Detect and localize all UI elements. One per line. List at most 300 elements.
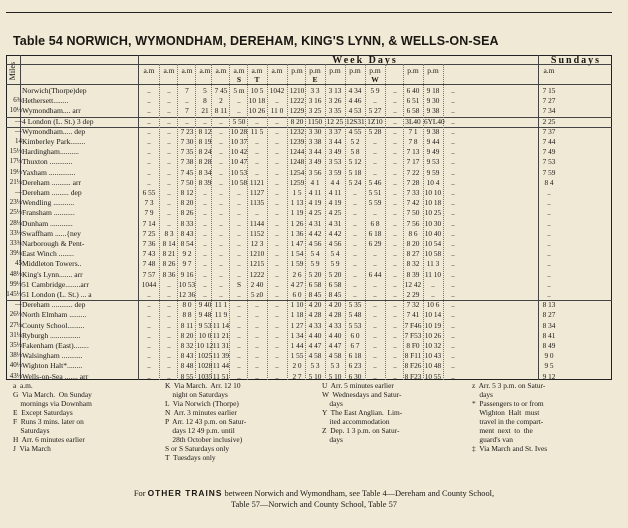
mileage: 21¼ <box>9 177 22 186</box>
time-cell: 1210 <box>249 249 265 259</box>
time-cell: .. <box>451 341 455 350</box>
col-header: p.m <box>369 66 381 75</box>
time-cell: 10 28 <box>230 126 248 136</box>
footer-lead: For <box>133 489 146 498</box>
time-cell: .. <box>275 249 279 259</box>
mileage: 145½ <box>6 290 22 298</box>
col-header: a.m <box>181 66 193 75</box>
time-cell: 10 19 <box>424 320 442 330</box>
time-cell: .. <box>373 147 377 157</box>
time-cell: .. <box>547 290 551 299</box>
time-cell: .. <box>353 249 357 259</box>
time-cell: .. <box>451 147 455 157</box>
time-cell: 10 58 <box>230 177 248 187</box>
time-cell: .. <box>393 361 397 371</box>
service-code: S <box>236 75 242 84</box>
time-cell: 8 26 <box>162 259 176 269</box>
time-cell: .. <box>219 290 223 299</box>
time-cell: 12S31 <box>346 116 365 126</box>
time-cell: 10 10 <box>424 188 442 197</box>
col-header: p.m <box>329 66 341 75</box>
time-cell: 4 33 <box>308 320 322 330</box>
time-cell: .. <box>393 126 397 136</box>
time-cell: 3 38 <box>308 137 322 146</box>
time-cell: .. <box>373 96 377 106</box>
time-cell: .. <box>167 126 171 136</box>
time-cell: .. <box>237 320 241 330</box>
mileage: 27¼ <box>9 320 22 329</box>
time-cell: 8 <box>203 96 207 106</box>
time-cell: 10 30 <box>424 218 442 228</box>
time-cell: 5 10 <box>328 371 342 381</box>
time-cell: .. <box>255 310 259 320</box>
time-cell: .. <box>147 147 151 157</box>
time-cell: .. <box>373 330 377 340</box>
time-cell: .. <box>237 259 241 269</box>
time-cell: .. <box>255 361 259 371</box>
time-cell: .. <box>353 218 357 228</box>
time-cell: .. <box>219 208 223 218</box>
time-cell: .. <box>547 249 551 259</box>
mileage: 17¼ <box>9 157 22 166</box>
week-days-header: Week Days <box>332 55 398 66</box>
time-cell: .. <box>147 310 151 320</box>
note-line: P Arr. 12 43 p.m. on Satur- <box>165 417 247 426</box>
time-cell: 8 20 <box>180 330 194 340</box>
time-cell: .. <box>167 137 171 146</box>
time-cell: 4 31 <box>328 218 342 228</box>
time-cell: 10 40 <box>424 228 442 238</box>
footer-line1: between Norwich and Wymondham, see Table 4—Dereham and County School, <box>224 489 495 498</box>
time-cell: .. <box>547 239 551 248</box>
station-name: Narborough & Pent- <box>22 239 85 248</box>
time-cell: .. <box>219 147 223 157</box>
time-cell: .. <box>147 351 151 361</box>
time-cell: 3L40 <box>405 116 421 126</box>
time-cell: 5 z0 <box>250 290 264 299</box>
time-cell: 6 55 <box>142 188 156 197</box>
time-cell: 8 20 <box>290 116 304 126</box>
time-cell: 5 9 <box>310 259 320 269</box>
time-cell: .. <box>393 218 397 228</box>
time-cell: 9 5 <box>544 361 554 371</box>
time-cell: 7 45 <box>214 86 228 95</box>
sundays-header: Sundays <box>550 55 602 66</box>
time-cell: 8 45 <box>328 290 342 299</box>
time-cell: 8 13 <box>542 300 556 310</box>
time-cell: .. <box>255 116 259 126</box>
time-cell: 1215 <box>249 259 265 269</box>
time-cell: .. <box>147 96 151 106</box>
time-cell: .. <box>275 310 279 320</box>
time-cell: 11 3 <box>426 259 440 269</box>
time-cell: .. <box>393 228 397 238</box>
time-cell: 9 48 <box>198 310 212 320</box>
time-cell: 5 51 <box>368 188 382 197</box>
time-cell: .. <box>219 198 223 208</box>
time-cell: 10 37 <box>230 137 248 146</box>
note-line: night on Saturdays <box>165 390 228 399</box>
time-cell: 3 13 <box>328 86 342 95</box>
time-cell: 8 32 <box>406 259 420 269</box>
time-cell: 5 9 <box>330 259 340 269</box>
time-cell: 2 29 <box>406 290 420 299</box>
time-cell: .. <box>203 228 207 238</box>
time-cell: .. <box>275 208 279 218</box>
time-cell: 4 58 <box>308 351 322 361</box>
time-cell: .. <box>147 290 151 299</box>
time-cell: 8 32 <box>180 341 194 350</box>
time-cell: .. <box>393 259 397 269</box>
station-name: Dereham ......... dep <box>22 188 82 197</box>
time-cell: 4 11 <box>308 188 322 197</box>
station-name: Fakenham (East)........ <box>22 341 89 350</box>
time-cell: 4 47 <box>308 341 322 350</box>
time-cell: .. <box>147 371 151 381</box>
time-cell: 7 <box>185 86 189 95</box>
time-cell: .. <box>451 371 455 381</box>
time-cell: 5 35 <box>348 300 362 310</box>
station-name: Ryburgh ................ <box>22 330 81 340</box>
time-cell: .. <box>147 116 151 126</box>
time-cell: .. <box>167 310 171 320</box>
time-cell: 6 8 <box>370 218 380 228</box>
mileage: 10½ <box>9 106 22 115</box>
time-cell: 8 27 <box>542 310 556 320</box>
time-cell: .. <box>167 96 171 106</box>
time-cell: 6 58 <box>328 279 342 289</box>
time-cell: 1259 <box>289 177 305 187</box>
time-cell: 4 28 <box>328 310 342 320</box>
time-cell: .. <box>237 198 241 208</box>
time-cell: .. <box>275 330 279 340</box>
time-cell: .. <box>167 218 171 228</box>
time-cell: .. <box>237 269 241 279</box>
time-cell: 5 10 <box>308 371 322 381</box>
time-cell: 7 43 <box>142 249 156 259</box>
time-cell: .. <box>147 330 151 340</box>
time-cell: 9 53 <box>426 157 440 167</box>
time-cell: 8 14 <box>162 239 176 248</box>
time-cell: .. <box>431 290 435 299</box>
station-name: Wendling ........... <box>22 198 75 208</box>
station-name: Dereham .......... arr <box>22 177 82 187</box>
time-cell: 8 48 <box>180 361 194 371</box>
time-cell: .. <box>237 96 241 106</box>
time-cell: .. <box>219 218 223 228</box>
time-cell: 1254 <box>289 167 305 177</box>
time-cell: .. <box>547 208 551 218</box>
time-cell: 7 F53 <box>404 330 422 340</box>
time-cell: 6 30 <box>348 371 362 381</box>
time-cell: .. <box>255 371 259 381</box>
note-line: ‡ Via March and St. Ives <box>472 444 548 453</box>
time-cell: 1 19 <box>290 208 304 218</box>
time-cell: 3 44 <box>308 147 322 157</box>
time-cell: 10 0 <box>198 330 212 340</box>
time-cell: .. <box>219 157 223 167</box>
time-cell: 5 9 <box>370 86 380 95</box>
time-cell: .. <box>255 330 259 340</box>
col-header: a.m <box>271 66 283 75</box>
time-cell: 5 20 <box>308 269 322 279</box>
time-cell: .. <box>167 177 171 187</box>
time-cell: 11 39 <box>212 351 230 361</box>
time-cell: .. <box>237 218 241 228</box>
time-cell: .. <box>219 116 223 126</box>
mileage: 15½ <box>9 147 22 156</box>
note-line: H Arr. 6 minutes earlier <box>13 435 85 444</box>
time-cell: 1135 <box>249 198 265 208</box>
mileage: 48½ <box>9 269 22 278</box>
time-cell: .. <box>167 167 171 177</box>
time-cell: .. <box>393 106 397 116</box>
station-name: East Winch ........ <box>22 249 74 259</box>
time-cell: .. <box>373 371 377 381</box>
table-title: Table 54 NORWICH, WYMONDHAM, DEREHAM, KING'S LYNN, & WELLS-ON-SEA <box>13 34 499 48</box>
station-name: King's Lynn....... arr <box>22 269 83 279</box>
time-cell: .. <box>219 239 223 248</box>
note-line: S or S Saturdays only <box>165 444 230 453</box>
time-cell: 3 16 <box>308 96 322 106</box>
time-cell: .. <box>237 290 241 299</box>
time-cell: .. <box>275 279 279 289</box>
time-cell: 8 34 <box>542 320 556 330</box>
time-cell: .. <box>167 361 171 371</box>
time-cell: .. <box>547 259 551 269</box>
time-cell: 1025 <box>197 351 213 361</box>
time-cell: 1127 <box>249 188 265 197</box>
time-cell: .. <box>275 116 279 126</box>
time-cell: 9 38 <box>426 126 440 136</box>
time-cell: 11 21 <box>212 330 230 340</box>
time-cell: .. <box>203 218 207 228</box>
time-cell: 9 16 <box>180 269 194 279</box>
time-cell: 7 49 <box>542 147 556 157</box>
time-cell: 4 47 <box>328 341 342 350</box>
time-cell: .. <box>185 116 189 126</box>
time-cell: .. <box>393 208 397 218</box>
time-cell: 8 39 <box>198 177 212 187</box>
time-cell: .. <box>393 96 397 106</box>
time-cell: 4 40 <box>308 330 322 340</box>
time-cell: 8 8 <box>182 310 192 320</box>
time-cell: .. <box>393 320 397 330</box>
time-cell: 11 44 <box>212 361 230 371</box>
time-cell: .. <box>275 198 279 208</box>
time-cell: .. <box>275 361 279 371</box>
time-cell: 11 5 <box>250 126 264 136</box>
footer-line2: Table 57—Norwich and County School, Table 57 <box>231 500 397 509</box>
time-cell: 9 53 <box>198 320 212 330</box>
time-cell: 4 27 <box>290 279 304 289</box>
time-cell: 2 0 <box>292 361 302 371</box>
station-name: Thuxton ............ <box>22 157 73 167</box>
time-cell: 9 44 <box>426 137 440 146</box>
time-cell: 8 3 <box>164 228 174 238</box>
time-cell: 5 12 <box>348 157 362 167</box>
time-cell: .. <box>451 96 455 106</box>
time-cell: .. <box>373 341 377 350</box>
time-cell: 8 27 <box>406 249 420 259</box>
footer-bold: OTHER TRAINS <box>147 488 223 498</box>
time-cell: .. <box>147 106 151 116</box>
time-cell: .. <box>203 279 207 289</box>
time-cell: 4 34 <box>348 86 362 95</box>
time-cell: .. <box>547 228 551 238</box>
top-rule <box>6 12 612 13</box>
time-cell: 7 17 <box>406 157 420 167</box>
time-cell: .. <box>219 177 223 187</box>
time-cell: 3 35 <box>328 106 342 116</box>
time-cell: 8 F11 <box>404 351 422 361</box>
time-cell: 9 0 <box>544 351 554 361</box>
time-cell: .. <box>167 330 171 340</box>
time-cell: .. <box>393 198 397 208</box>
time-cell: 8 55 <box>180 371 194 381</box>
note-line: F Runs 3 mins. later on <box>13 417 84 426</box>
header-rule <box>6 64 612 65</box>
note-line: T Tuesdays only <box>165 453 216 462</box>
time-cell: 5 24 <box>348 177 362 187</box>
note-line: Y The East Anglian. Lim- <box>322 408 403 417</box>
note-line: N Arr. 3 minutes earlier <box>165 408 237 417</box>
time-cell: .. <box>393 269 397 279</box>
notes-col-4 <box>472 381 622 453</box>
time-cell: 3 30 <box>308 126 322 136</box>
time-cell: .. <box>393 116 397 126</box>
time-cell: .. <box>147 167 151 177</box>
col-header: p.m <box>349 66 361 75</box>
time-cell: 6 58 <box>406 106 420 116</box>
time-cell: 7 36 <box>142 239 156 248</box>
station-name: Swaffham ......{ney <box>22 228 81 238</box>
time-cell: .. <box>373 157 377 167</box>
time-cell: 3 37 <box>328 126 342 136</box>
time-cell: 4 53 <box>348 106 362 116</box>
time-cell: 7 32 <box>406 300 420 310</box>
time-cell: 4 25 <box>328 208 342 218</box>
time-cell: 1 44 <box>290 341 304 350</box>
time-cell: 10 6 <box>426 300 440 310</box>
time-cell: .. <box>373 310 377 320</box>
time-cell: 8 24 <box>198 147 212 157</box>
time-cell: .. <box>451 116 455 126</box>
time-cell: .. <box>237 228 241 238</box>
mileage: 26½ <box>9 310 22 319</box>
time-cell: .. <box>373 259 377 269</box>
time-cell: 4 20 <box>308 300 322 310</box>
time-cell: .. <box>547 198 551 208</box>
time-cell: .. <box>255 208 259 218</box>
station-name: Fransham ........... <box>22 208 75 218</box>
time-cell: 10 48 <box>424 361 442 371</box>
station-name: 51 London (L. St.) ... a <box>22 290 92 299</box>
time-cell: 1 54 <box>290 249 304 259</box>
time-cell: .. <box>547 188 551 197</box>
time-cell: .. <box>237 188 241 197</box>
time-cell: 7 42 <box>406 198 420 208</box>
time-cell: .. <box>393 310 397 320</box>
time-cell: 6 18 <box>368 228 382 238</box>
time-cell: 5 27 <box>368 106 382 116</box>
station-name: Dunham ............ <box>22 218 73 228</box>
time-cell: .. <box>203 249 207 259</box>
time-cell: 1239 <box>289 137 305 146</box>
time-cell: .. <box>451 310 455 320</box>
station-name: 51 Cambridge........arr <box>22 279 89 289</box>
time-cell: 4 19 <box>308 198 322 208</box>
time-cell: .. <box>237 341 241 350</box>
time-cell: .. <box>275 126 279 136</box>
time-cell: .. <box>393 330 397 340</box>
station-name: Hardingham.......... <box>22 147 79 157</box>
time-cell: 5 20 <box>328 269 342 279</box>
time-cell: .. <box>393 137 397 146</box>
time-cell: .. <box>451 188 455 197</box>
mileage: 25½ <box>9 208 22 217</box>
time-cell: 7 8 <box>408 137 418 146</box>
time-cell: .. <box>275 218 279 228</box>
time-cell: 6 40 <box>406 86 420 95</box>
note-line: E Except Saturdays <box>13 408 73 417</box>
time-cell: .. <box>147 177 151 187</box>
time-cell: 7 33 <box>406 188 420 197</box>
time-cell: 10 12 <box>196 341 214 350</box>
time-cell: 7 27 <box>542 96 556 106</box>
station-divider <box>138 55 139 380</box>
time-cell: 1 36 <box>290 228 304 238</box>
note-line: days <box>322 399 343 408</box>
time-cell: 7 38 <box>180 157 194 167</box>
time-cell: .. <box>393 188 397 197</box>
time-cell: .. <box>353 239 357 248</box>
time-cell: 8 11 <box>214 106 228 116</box>
time-cell: .. <box>203 290 207 299</box>
station-name: Walsingham ........... <box>22 351 83 361</box>
time-cell: .. <box>219 259 223 269</box>
time-cell: .. <box>147 86 151 95</box>
col-header: p.m <box>427 66 439 75</box>
time-cell: 1 26 <box>290 218 304 228</box>
time-cell: .. <box>219 167 223 177</box>
time-cell: 2 25 <box>542 116 556 126</box>
time-cell: 8 11 <box>180 320 194 330</box>
time-cell: .. <box>237 106 241 116</box>
time-cell: .. <box>451 137 455 146</box>
time-cell: .. <box>451 300 455 310</box>
time-cell: .. <box>219 137 223 146</box>
col-header: a.m <box>233 66 245 75</box>
time-cell: .. <box>393 279 397 289</box>
time-cell: 5 2 <box>350 137 360 146</box>
time-cell: .. <box>275 269 279 279</box>
mileage: 43½ <box>9 371 22 380</box>
time-cell: 4 42 <box>308 228 322 238</box>
mileage: — <box>15 126 22 135</box>
time-cell: .. <box>451 290 455 299</box>
time-cell: 21 <box>201 106 209 116</box>
time-cell: 1248 <box>289 157 305 167</box>
time-cell: .. <box>275 188 279 197</box>
time-cell: 10 26 <box>424 330 442 340</box>
station-name: Wymondham..... dep <box>22 126 86 136</box>
time-cell: .. <box>275 137 279 146</box>
time-cell: 5 28 <box>368 126 382 136</box>
time-cell: 4 33 <box>328 320 342 330</box>
time-cell: 6YL40 <box>424 116 445 126</box>
time-cell: 8 20 <box>180 198 194 208</box>
